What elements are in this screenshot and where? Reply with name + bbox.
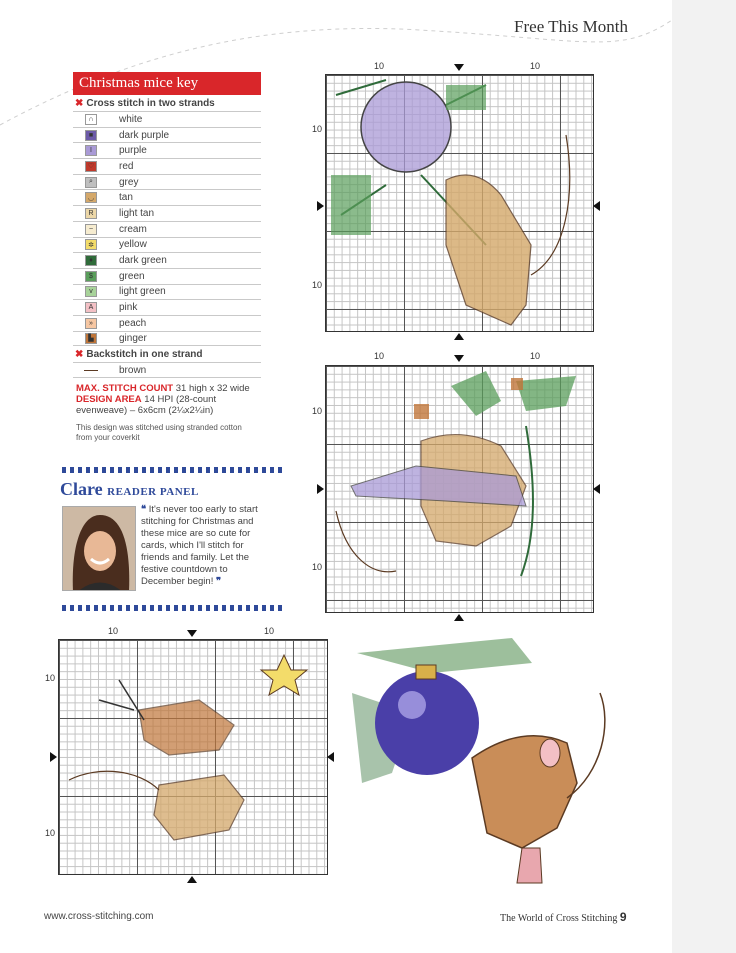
key-row — [73, 299, 261, 315]
thread-label: peach — [119, 317, 147, 329]
center-arrow-bottom — [187, 876, 197, 883]
thread-note: This design was stitched using stranded cotton from your coverkit — [76, 423, 242, 442]
tick-label: 10 — [45, 673, 56, 683]
thread-swatch-icon: I — [85, 145, 97, 156]
thread-label: tan — [119, 192, 133, 204]
thread-label: brown — [119, 364, 147, 376]
stitch-key — [73, 72, 261, 378]
footer-publication: The World of Cross Stitching 9 — [500, 910, 627, 924]
chart-ornament-mouse — [325, 74, 594, 332]
design-stats — [76, 383, 266, 416]
thread-swatch-icon: ∩ — [85, 114, 97, 125]
thread-label: yellow — [119, 239, 147, 251]
key-row — [73, 252, 261, 268]
center-arrow-right — [327, 752, 334, 762]
chart-playing-mice — [58, 639, 328, 875]
key-row — [73, 127, 261, 143]
key-row — [73, 284, 261, 300]
key-row — [73, 158, 261, 174]
key-row — [73, 362, 261, 378]
design-area: DESIGN AREA 14 HPI (28-count evenweave) – 6x6cm (2¼x2¼in) — [76, 394, 217, 416]
thread-label: light tan — [119, 207, 155, 219]
center-arrow-right — [593, 201, 600, 211]
key-row — [73, 268, 261, 284]
tick-label: 10 — [264, 626, 275, 636]
thread-label: ginger — [119, 332, 147, 344]
backstitch-section-label: Backstitch in one strand — [86, 349, 203, 361]
thread-swatch-icon: ⌕ — [85, 177, 97, 188]
thread-swatch-icon: $ — [85, 271, 97, 282]
thread-swatch-icon: A — [85, 302, 97, 313]
backstitch-line-icon — [84, 370, 98, 371]
key-row — [73, 111, 261, 127]
page-number: 9 — [619, 910, 627, 924]
thread-swatch-icon: ■ — [85, 130, 97, 141]
thread-swatch-icon: ♡ — [85, 161, 97, 172]
thread-label: red — [119, 160, 134, 172]
chart-mouse-holly — [325, 365, 594, 613]
backstitch-list — [73, 362, 261, 378]
thread-swatch-icon: R — [85, 208, 97, 219]
key-row — [73, 331, 261, 347]
key-row — [73, 189, 261, 205]
center-arrow-left — [317, 484, 324, 494]
center-arrow-left — [50, 752, 57, 762]
backstitch-section-heading — [73, 346, 261, 362]
cross-stitch-section-heading — [73, 95, 261, 111]
thread-swatch-icon: ~ — [85, 224, 97, 235]
tick-label: 10 — [108, 626, 119, 636]
panel-border-bottom — [62, 605, 286, 611]
reader-panel-heading: Clare READER PANEL — [60, 479, 199, 499]
thread-swatch-icon: ♦ — [85, 255, 97, 266]
thread-swatch-icon: ✲ — [85, 239, 97, 250]
key-row — [73, 142, 261, 158]
center-arrow-bottom — [454, 333, 464, 340]
tick-label: 10 — [312, 280, 323, 290]
thread-label: dark purple — [119, 129, 170, 141]
tick-label: 10 — [374, 351, 385, 361]
reader-photo — [62, 506, 136, 591]
thread-label: light green — [119, 286, 166, 298]
thread-swatch-icon: v — [85, 286, 97, 297]
center-arrow-top — [454, 64, 464, 71]
cross-stitch-list — [73, 111, 261, 346]
thread-swatch-icon: ▙ — [85, 333, 97, 344]
tick-label: 10 — [312, 562, 323, 572]
key-row — [73, 205, 261, 221]
panel-border-top — [62, 467, 286, 473]
tick-label: 10 — [374, 61, 385, 71]
tick-label: 10 — [312, 124, 323, 134]
cross-icon: ✖ — [75, 349, 84, 361]
center-arrow-left — [317, 201, 324, 211]
key-row — [73, 221, 261, 237]
center-arrow-right — [593, 484, 600, 494]
thread-label: cream — [119, 223, 147, 235]
footer-url[interactable]: www.cross-stitching.com — [44, 911, 154, 922]
tick-label: 10 — [530, 61, 541, 71]
center-arrow-bottom — [454, 614, 464, 621]
thread-label: pink — [119, 302, 138, 314]
tick-label: 10 — [530, 351, 541, 361]
thread-label: green — [119, 270, 145, 282]
thread-swatch-icon: » — [85, 318, 97, 329]
key-title: Christmas mice key — [73, 72, 261, 95]
reader-quote: ❝ It's never too early to start stitching for Christmas and these mice are so cute for cards, which I'll stitch for friends and family. Let the festive countdown to December begin! ❞ — [141, 504, 258, 587]
cross-icon: ✖ — [75, 98, 84, 109]
stitch-count: MAX. STITCH COUNT 31 high x 32 wide — [76, 383, 250, 394]
cross-stitch-section-label: Cross stitch in two strands — [86, 98, 215, 109]
tick-label: 10 — [312, 406, 323, 416]
key-row — [73, 237, 261, 253]
thread-label: grey — [119, 176, 139, 188]
page-header-title: Free This Month — [514, 17, 628, 36]
thread-label: white — [119, 113, 143, 125]
mouse-ornament-illustration — [352, 633, 635, 895]
key-row — [73, 174, 261, 190]
key-row — [73, 315, 261, 331]
chart-ornament-mouse-motif — [326, 75, 595, 333]
thread-swatch-icon: ◡ — [85, 192, 97, 203]
chart-mouse-holly-motif — [326, 366, 595, 614]
thread-label: purple — [119, 145, 147, 157]
center-arrow-top — [454, 355, 464, 362]
tick-label: 10 — [45, 828, 56, 838]
chart-playing-mice-motif — [59, 640, 329, 876]
center-arrow-top — [187, 630, 197, 637]
thread-label: dark green — [119, 255, 167, 267]
